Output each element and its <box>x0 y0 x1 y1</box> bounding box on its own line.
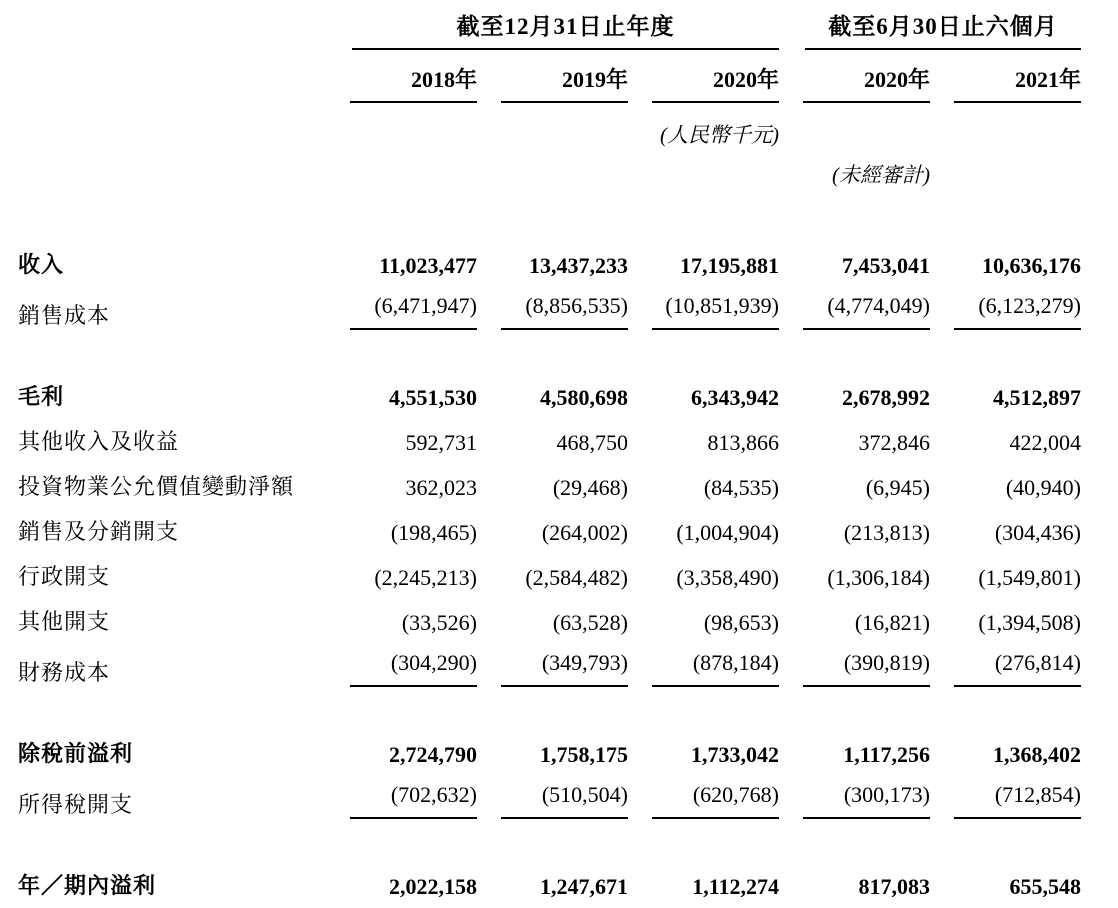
table-row <box>18 418 1118 463</box>
row-value: (620,768) <box>652 782 779 819</box>
year-header-row <box>18 63 1118 103</box>
row-value: 4,512,897 <box>993 385 1081 410</box>
row-value: 17,195,881 <box>680 253 779 278</box>
row-value: (712,854) <box>954 782 1081 819</box>
row-value: (510,504) <box>501 782 628 819</box>
row-value: (300,173) <box>803 782 930 819</box>
row-label: 財務成本 <box>18 660 111 685</box>
row-value: (198,465) <box>390 520 477 545</box>
audit-note-row <box>18 159 1118 189</box>
row-value: (264,002) <box>541 520 628 545</box>
row-value: (878,184) <box>652 650 779 687</box>
table-row <box>18 643 1118 694</box>
row-value: 372,846 <box>858 430 930 455</box>
row-value: (213,813) <box>843 520 930 545</box>
row-label: 其他收入及收益 <box>18 429 180 454</box>
row-value: 1,368,402 <box>993 742 1081 767</box>
row-value: 592,731 <box>405 430 477 455</box>
row-value: 7,453,041 <box>842 253 930 278</box>
table-row <box>18 730 1118 775</box>
row-value: 1,117,256 <box>843 742 930 767</box>
row-value: (2,584,482) <box>525 565 628 590</box>
column-group-interim: 截至6月30日止六個月 <box>805 8 1081 50</box>
row-value: (40,940) <box>1005 475 1081 500</box>
row-label: 所得稅開支 <box>18 792 134 817</box>
row-value: (98,653) <box>703 610 779 635</box>
year-header-2018: 2018年 <box>350 63 477 103</box>
year-header-2020-interim: 2020年 <box>803 63 930 103</box>
row-label: 銷售成本 <box>18 303 111 328</box>
row-value: 655,548 <box>1009 874 1081 899</box>
row-value: (349,793) <box>501 650 628 687</box>
table-row <box>18 553 1118 598</box>
row-value: 2,022,158 <box>389 874 477 899</box>
row-value: 4,580,698 <box>540 385 628 410</box>
year-header-2021: 2021年 <box>954 63 1081 103</box>
row-value: (6,471,947) <box>350 293 477 330</box>
row-value: 1,758,175 <box>540 742 628 767</box>
row-value: 813,866 <box>707 430 779 455</box>
row-value: (1,004,904) <box>676 520 779 545</box>
unit-note-row <box>18 119 1118 149</box>
table-row <box>18 598 1118 643</box>
row-value: (2,245,213) <box>374 565 477 590</box>
row-value: (304,436) <box>994 520 1081 545</box>
table-row <box>18 775 1118 826</box>
row-value: (276,814) <box>954 650 1081 687</box>
row-value: (390,819) <box>803 650 930 687</box>
row-value: 1,112,274 <box>692 874 779 899</box>
row-value: 1,733,042 <box>691 742 779 767</box>
year-header-2020-annual: 2020年 <box>652 63 779 103</box>
row-label: 除稅前溢利 <box>18 741 134 766</box>
row-label: 投資物業公允價值變動淨額 <box>18 474 295 499</box>
row-label: 銷售及分銷開支 <box>18 519 180 544</box>
table-body <box>18 241 1118 908</box>
table-row <box>18 286 1118 337</box>
column-group-header-row <box>18 8 1118 50</box>
row-value: (16,821) <box>854 610 930 635</box>
row-value: 2,678,992 <box>842 385 930 410</box>
table-row <box>18 463 1118 508</box>
currency-unit-note: (人民幣千元) <box>660 123 779 147</box>
row-value: (304,290) <box>350 650 477 687</box>
row-value: 6,343,942 <box>691 385 779 410</box>
row-value: 468,750 <box>556 430 628 455</box>
row-value: (6,945) <box>865 475 930 500</box>
row-value: (3,358,490) <box>676 565 779 590</box>
row-label: 收入 <box>18 252 65 277</box>
row-value: 10,636,176 <box>982 253 1081 278</box>
unaudited-note: (未經審計) <box>832 163 930 187</box>
table-row <box>18 862 1118 907</box>
row-value: 11,023,477 <box>379 253 477 278</box>
row-value: (6,123,279) <box>954 293 1081 330</box>
row-value: (63,528) <box>552 610 628 635</box>
column-group-annual: 截至12月31日止年度 <box>352 8 779 50</box>
row-value: (1,394,508) <box>978 610 1081 635</box>
table-row <box>18 373 1118 418</box>
year-header-2019: 2019年 <box>501 63 628 103</box>
row-label: 其他開支 <box>18 609 111 634</box>
row-value: (702,632) <box>350 782 477 819</box>
row-value: (1,549,801) <box>978 565 1081 590</box>
row-label: 行政開支 <box>18 564 111 589</box>
row-value: (84,535) <box>703 475 779 500</box>
row-value: 362,023 <box>405 475 477 500</box>
row-value: (10,851,939) <box>652 293 779 330</box>
row-value: (33,526) <box>401 610 477 635</box>
row-value: 2,724,790 <box>389 742 477 767</box>
row-value: (4,774,049) <box>803 293 930 330</box>
row-label: 年／期內溢利 <box>18 873 157 898</box>
row-label: 毛利 <box>18 384 65 409</box>
table-row <box>18 241 1118 286</box>
row-value: 817,083 <box>858 874 930 899</box>
row-value: 422,004 <box>1009 430 1081 455</box>
row-value: (29,468) <box>552 475 628 500</box>
row-value: 1,247,671 <box>540 874 628 899</box>
row-value: (8,856,535) <box>501 293 628 330</box>
table-row <box>18 508 1118 553</box>
row-value: (1,306,184) <box>827 565 930 590</box>
row-value: 4,551,530 <box>389 385 477 410</box>
row-value: 13,437,233 <box>529 253 628 278</box>
